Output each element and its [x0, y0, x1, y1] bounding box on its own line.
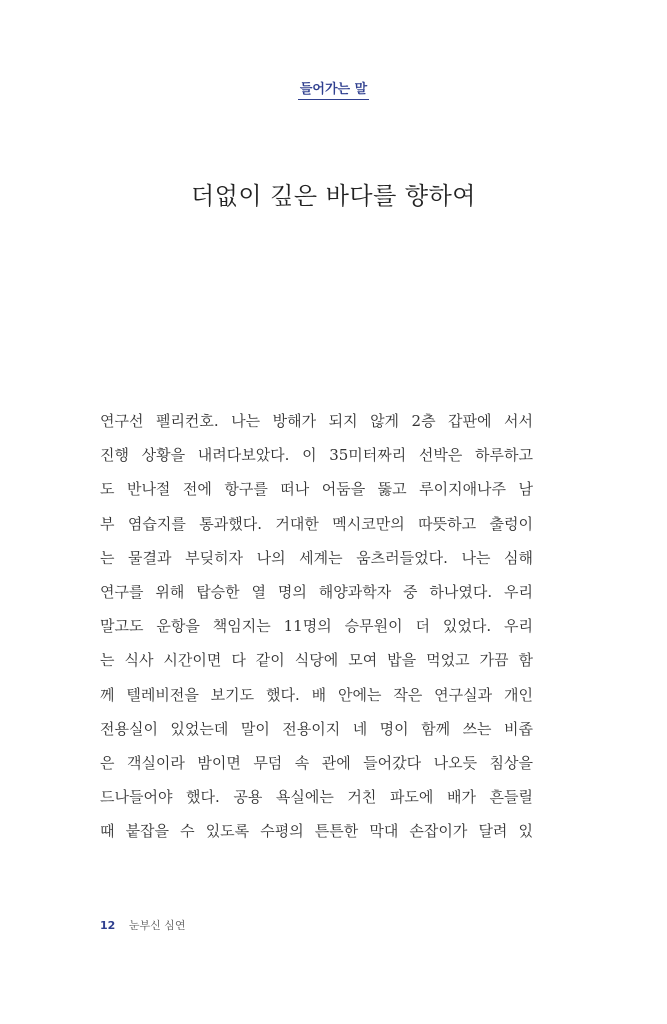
page-footer — [100, 917, 185, 933]
body-line: 도 반나절 전에 항구를 떠나 어둠을 뚫고 루이지애나주 남 — [100, 480, 533, 499]
page-number: 12 — [100, 919, 116, 932]
section-label-text: 들어가는 말 — [298, 78, 369, 100]
body-line: 때 붙잡을 수 있도록 수평의 튼튼한 막대 손잡이가 달려 있 — [100, 822, 533, 841]
body-line: 말고도 운항을 책임지는 11명의 승무원이 더 있었다. 우리 — [100, 617, 533, 636]
body-line: 는 식사 시간이면 다 같이 식당에 모여 밥을 먹었고 가끔 함 — [100, 651, 533, 670]
body-line: 연구를 위해 탑승한 열 명의 해양과학자 중 하나였다. 우리 — [100, 583, 533, 602]
body-paragraph — [100, 404, 533, 849]
body-line: 연구선 펠리컨호. 나는 방해가 되지 않게 2층 갑판에 서서 — [100, 412, 533, 430]
section-label — [0, 78, 667, 100]
body-line: 께 텔레비전을 보기도 했다. 배 안에는 작은 연구실과 개인 — [100, 685, 533, 704]
body-line: 드나들어야 했다. 공용 욕실에는 거친 파도에 배가 흔들릴 — [100, 788, 533, 807]
body-line: 는 물결과 부딪히자 나의 세계는 움츠러들었다. 나는 심해 — [100, 548, 533, 567]
chapter-title: 더없이 깊은 바다를 향하여 — [191, 182, 476, 210]
body-line: 전용실이 있었는데 말이 전용이지 네 명이 함께 쓰는 비좁 — [100, 719, 533, 738]
body-line: 은 객실이라 밤이면 무덤 속 관에 들어갔다 나오듯 침상을 — [100, 754, 533, 773]
body-line: 부 염습지를 통과했다. 거대한 멕시코만의 따뜻하고 출렁이 — [100, 514, 533, 533]
body-line: 진행 상황을 내려다보았다. 이 35미터짜리 선박은 하루하고 — [100, 446, 533, 465]
book-title: 눈부신 심연 — [128, 919, 186, 932]
